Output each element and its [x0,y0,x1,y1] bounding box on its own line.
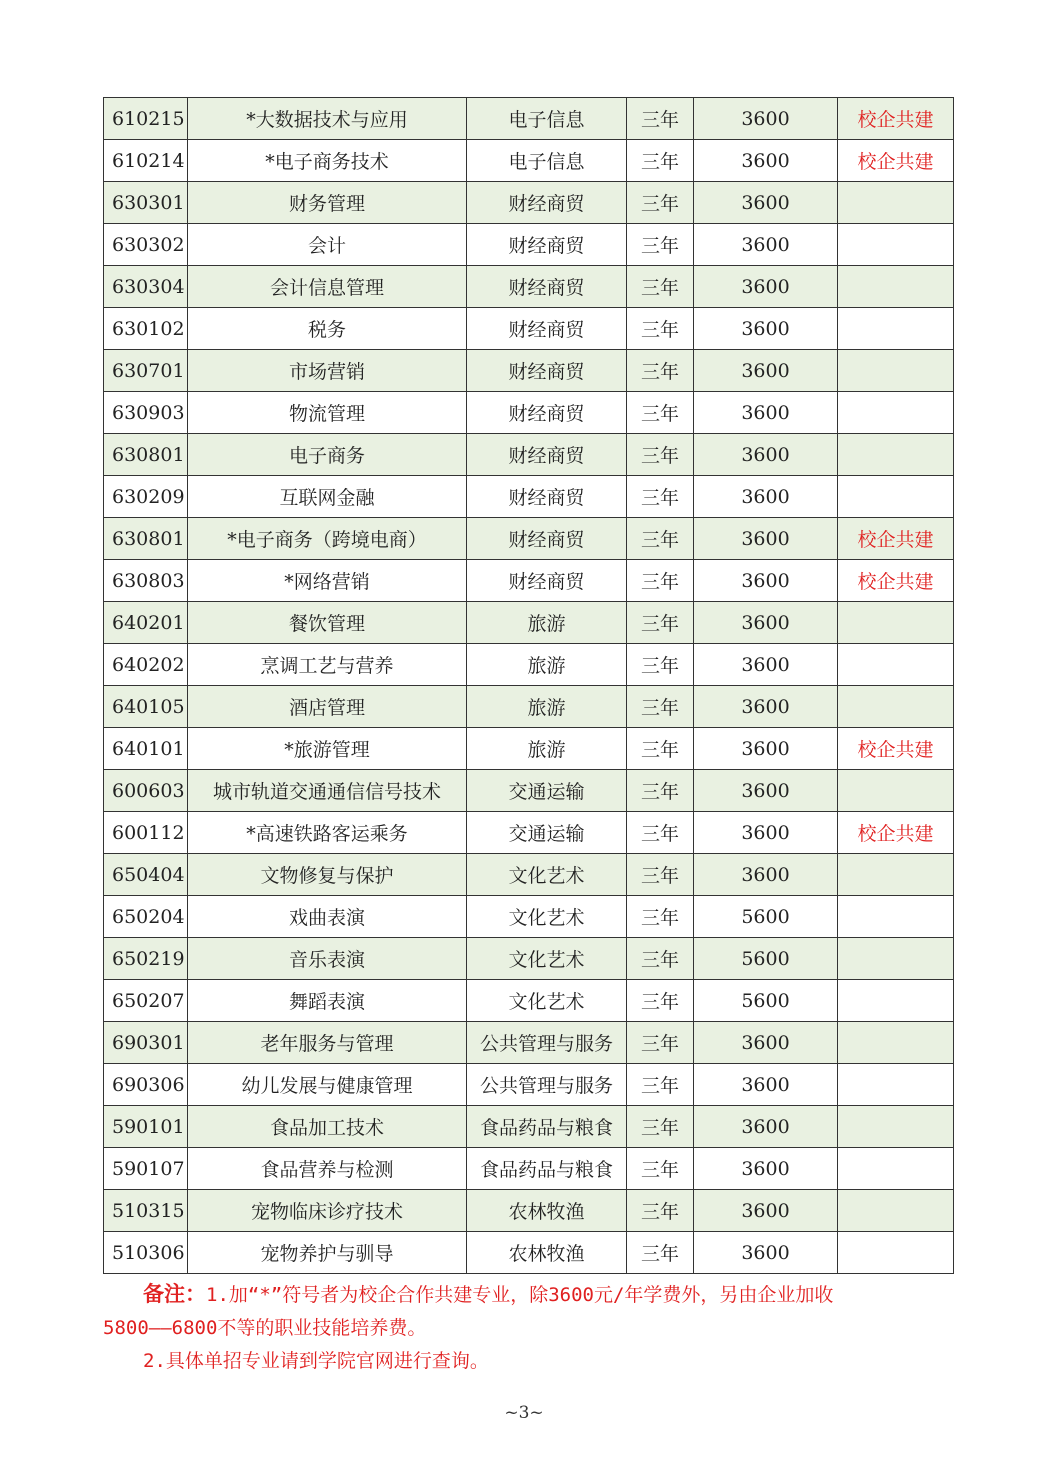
cell-name: 宠物临床诊疗技术 [188,1190,467,1232]
cell-fee: 3600 [694,644,838,686]
cell-code: 630304 [104,266,188,308]
cell-code: 650404 [104,854,188,896]
cell-fee: 3600 [694,1148,838,1190]
cell-category: 财经商贸 [467,560,627,602]
cell-category: 财经商贸 [467,476,627,518]
table-row [104,686,954,728]
table-row [104,224,954,266]
cell-category: 交通运输 [467,770,627,812]
cell-years: 三年 [627,1064,694,1106]
cell-code: 640201 [104,602,188,644]
table-row [104,980,954,1022]
cell-name: 烹调工艺与营养 [188,644,467,686]
cell-years: 三年 [627,308,694,350]
cell-fee: 3600 [694,686,838,728]
cell-years: 三年 [627,98,694,140]
table-row [104,140,954,182]
cell-category: 电子信息 [467,140,627,182]
cell-code: 690301 [104,1022,188,1064]
remarks-text-1: 1.加“*”符号者为校企合作共建专业，除3600元/年学费外，另由企业加收 [206,1284,834,1306]
cell-note [838,980,954,1022]
table-row [104,266,954,308]
table-row [104,308,954,350]
cell-name: 财务管理 [188,182,467,224]
table-row [104,1148,954,1190]
cell-note [838,434,954,476]
cell-name: 文物修复与保护 [188,854,467,896]
cell-category: 农林牧渔 [467,1232,627,1274]
cell-fee: 3600 [694,434,838,476]
page-number: ~3~ [504,1403,544,1423]
cell-code: 690306 [104,1064,188,1106]
cell-code: 630302 [104,224,188,266]
cell-note [838,602,954,644]
cell-note [838,1064,954,1106]
cell-note [838,1022,954,1064]
cell-category: 财经商贸 [467,266,627,308]
table-row [104,1106,954,1148]
cell-fee: 3600 [694,560,838,602]
remarks [103,1278,955,1378]
cell-name: 城市轨道交通通信信号技术 [188,770,467,812]
cell-name: 幼儿发展与健康管理 [188,1064,467,1106]
cell-note: 校企共建 [838,812,954,854]
cell-category: 交通运输 [467,812,627,854]
table-row [104,560,954,602]
cell-category: 文化艺术 [467,854,627,896]
cell-category: 财经商贸 [467,350,627,392]
cell-category: 食品药品与粮食 [467,1106,627,1148]
table-row [104,350,954,392]
cell-category: 文化艺术 [467,896,627,938]
table-row [104,644,954,686]
cell-years: 三年 [627,1190,694,1232]
cell-years: 三年 [627,1232,694,1274]
cell-name: 宠物养护与驯导 [188,1232,467,1274]
cell-code: 630209 [104,476,188,518]
cell-fee: 3600 [694,854,838,896]
cell-note [838,1232,954,1274]
cell-note [838,392,954,434]
table-row [104,182,954,224]
cell-code: 640101 [104,728,188,770]
cell-code: 610214 [104,140,188,182]
cell-note [838,770,954,812]
table-row [104,896,954,938]
cell-category: 财经商贸 [467,308,627,350]
cell-note [838,476,954,518]
majors-table [103,97,954,1274]
cell-years: 三年 [627,1022,694,1064]
cell-category: 财经商贸 [467,392,627,434]
cell-code: 590107 [104,1148,188,1190]
cell-category: 公共管理与服务 [467,1022,627,1064]
cell-category: 财经商贸 [467,182,627,224]
cell-years: 三年 [627,224,694,266]
cell-note: 校企共建 [838,518,954,560]
cell-name: 老年服务与管理 [188,1022,467,1064]
cell-fee: 5600 [694,980,838,1022]
table-row [104,770,954,812]
cell-years: 三年 [627,1148,694,1190]
table-row [104,1232,954,1274]
cell-fee: 5600 [694,938,838,980]
cell-years: 三年 [627,812,694,854]
cell-code: 630903 [104,392,188,434]
cell-years: 三年 [627,140,694,182]
cell-category: 旅游 [467,644,627,686]
cell-code: 650207 [104,980,188,1022]
cell-fee: 3600 [694,224,838,266]
cell-note: 校企共建 [838,560,954,602]
table-row [104,1064,954,1106]
table-row [104,434,954,476]
cell-fee: 3600 [694,728,838,770]
remarks-line-3: 2.具体单招专业请到学院官网进行查询。 [143,1350,489,1372]
cell-years: 三年 [627,896,694,938]
cell-name: 音乐表演 [188,938,467,980]
cell-name: *旅游管理 [188,728,467,770]
cell-fee: 3600 [694,266,838,308]
cell-fee: 3600 [694,812,838,854]
table-row [104,1190,954,1232]
cell-name: 会计 [188,224,467,266]
cell-note [838,686,954,728]
cell-years: 三年 [627,980,694,1022]
cell-note: 校企共建 [838,728,954,770]
cell-category: 财经商贸 [467,434,627,476]
cell-name: 舞蹈表演 [188,980,467,1022]
cell-years: 三年 [627,182,694,224]
cell-years: 三年 [627,518,694,560]
cell-name: *电子商务技术 [188,140,467,182]
cell-fee: 3600 [694,392,838,434]
cell-code: 640105 [104,686,188,728]
cell-fee: 3600 [694,1106,838,1148]
cell-fee: 3600 [694,308,838,350]
cell-category: 旅游 [467,686,627,728]
cell-fee: 3600 [694,602,838,644]
cell-note [838,308,954,350]
table-row [104,938,954,980]
cell-name: 互联网金融 [188,476,467,518]
cell-fee: 3600 [694,350,838,392]
cell-fee: 3600 [694,182,838,224]
cell-name: 电子商务 [188,434,467,476]
table-row [104,602,954,644]
cell-code: 630803 [104,560,188,602]
cell-code: 510315 [104,1190,188,1232]
cell-name: 税务 [188,308,467,350]
cell-category: 文化艺术 [467,980,627,1022]
cell-years: 三年 [627,644,694,686]
cell-years: 三年 [627,938,694,980]
table-row [104,1022,954,1064]
cell-code: 610215 [104,98,188,140]
cell-note [838,224,954,266]
cell-name: 会计信息管理 [188,266,467,308]
cell-fee: 3600 [694,1022,838,1064]
cell-years: 三年 [627,728,694,770]
cell-fee: 3600 [694,98,838,140]
cell-years: 三年 [627,266,694,308]
cell-code: 600112 [104,812,188,854]
cell-fee: 3600 [694,1232,838,1274]
cell-years: 三年 [627,686,694,728]
cell-name: *高速铁路客运乘务 [188,812,467,854]
cell-fee: 3600 [694,140,838,182]
cell-years: 三年 [627,560,694,602]
cell-category: 公共管理与服务 [467,1064,627,1106]
cell-code: 640202 [104,644,188,686]
cell-years: 三年 [627,392,694,434]
cell-name: 酒店管理 [188,686,467,728]
cell-code: 510306 [104,1232,188,1274]
cell-note [838,1148,954,1190]
cell-name: 食品加工技术 [188,1106,467,1148]
cell-name: 餐饮管理 [188,602,467,644]
cell-code: 650219 [104,938,188,980]
remarks-line-1 [103,1278,955,1312]
cell-category: 财经商贸 [467,518,627,560]
cell-years: 三年 [627,434,694,476]
cell-code: 600603 [104,770,188,812]
cell-note [838,854,954,896]
cell-note [838,350,954,392]
cell-category: 旅游 [467,602,627,644]
cell-code: 650204 [104,896,188,938]
cell-fee: 3600 [694,518,838,560]
cell-years: 三年 [627,854,694,896]
cell-note [838,644,954,686]
cell-years: 三年 [627,770,694,812]
table-row [104,812,954,854]
cell-name: *大数据技术与应用 [188,98,467,140]
cell-name: *电子商务（跨境电商） [188,518,467,560]
cell-category: 食品药品与粮食 [467,1148,627,1190]
cell-note [838,896,954,938]
remarks-line-2: 5800——6800不等的职业技能培养费。 [103,1317,427,1339]
cell-code: 630301 [104,182,188,224]
cell-fee: 3600 [694,770,838,812]
cell-code: 590101 [104,1106,188,1148]
table-row [104,518,954,560]
cell-name: 戏曲表演 [188,896,467,938]
cell-note [838,1190,954,1232]
cell-fee: 3600 [694,476,838,518]
cell-category: 文化艺术 [467,938,627,980]
cell-name: 市场营销 [188,350,467,392]
cell-category: 电子信息 [467,98,627,140]
cell-note [838,266,954,308]
table-row [104,476,954,518]
cell-years: 三年 [627,350,694,392]
cell-code: 630801 [104,434,188,476]
cell-name: *网络营销 [188,560,467,602]
cell-years: 三年 [627,476,694,518]
cell-code: 630801 [104,518,188,560]
cell-note [838,1106,954,1148]
remarks-label: 备注： [143,1282,206,1306]
cell-fee: 5600 [694,896,838,938]
cell-category: 财经商贸 [467,224,627,266]
table-row [104,98,954,140]
cell-note [838,182,954,224]
table-row [104,728,954,770]
cell-category: 农林牧渔 [467,1190,627,1232]
table-row [104,854,954,896]
cell-years: 三年 [627,602,694,644]
cell-note: 校企共建 [838,98,954,140]
cell-name: 物流管理 [188,392,467,434]
cell-note: 校企共建 [838,140,954,182]
majors-table-body [104,98,954,1274]
cell-fee: 3600 [694,1064,838,1106]
cell-note [838,938,954,980]
cell-years: 三年 [627,1106,694,1148]
cell-name: 食品营养与检测 [188,1148,467,1190]
cell-code: 630102 [104,308,188,350]
table-row [104,392,954,434]
cell-fee: 3600 [694,1190,838,1232]
cell-code: 630701 [104,350,188,392]
cell-category: 旅游 [467,728,627,770]
